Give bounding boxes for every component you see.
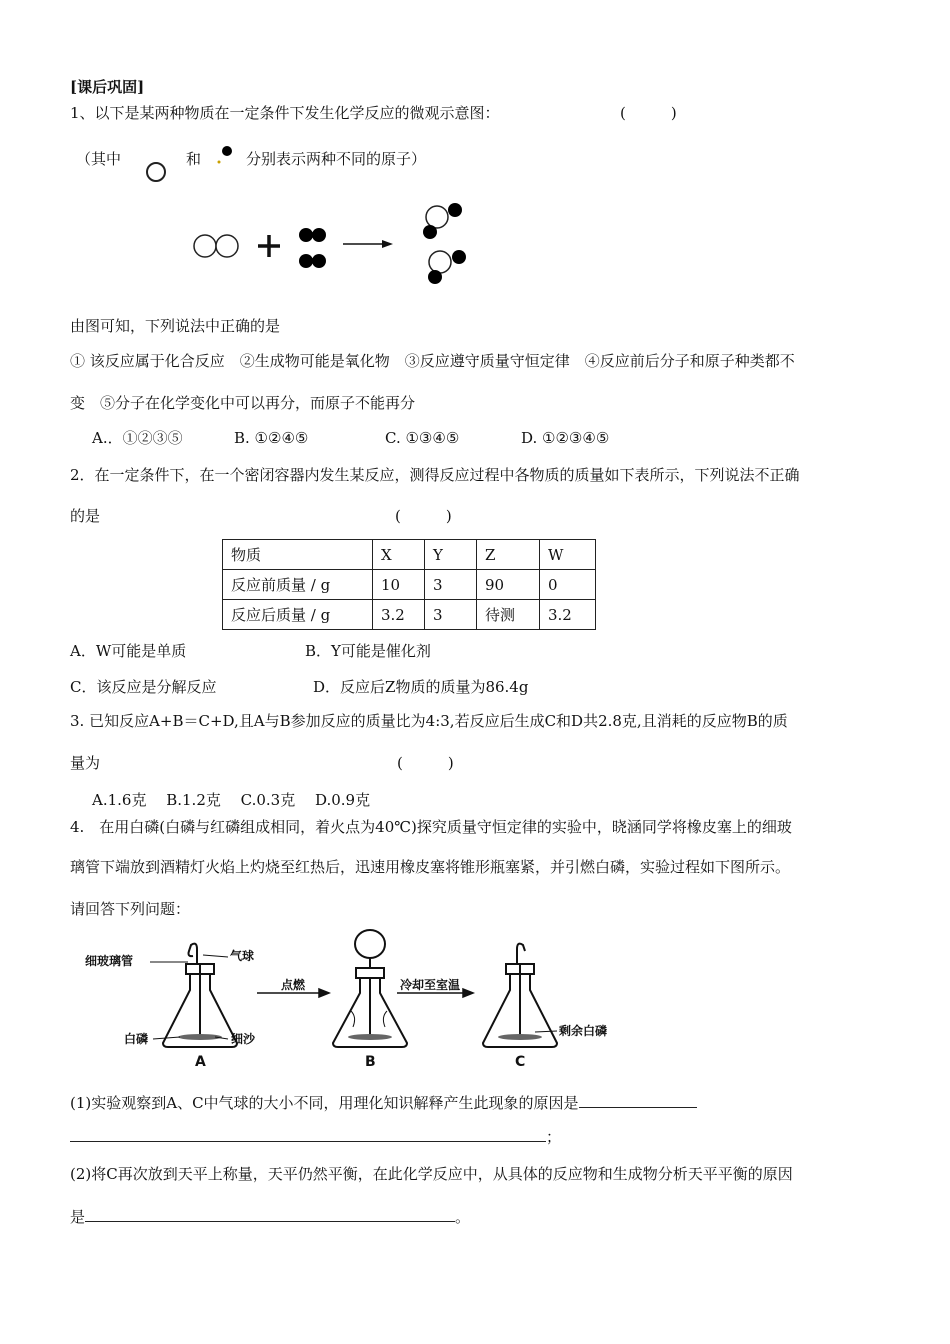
q2-stem-line2: 的是 — [70, 507, 101, 525]
q4-sub1-text: (1)实验观察到A、C中气球的大小不同，用理化知识解释产生此现象的原因是 — [70, 1094, 579, 1112]
table-row — [223, 570, 596, 600]
q3-options: A.1.6克 B.1.2克 C.0.3克 D.0.9克 — [92, 791, 371, 809]
section-title: [课后巩固] — [70, 78, 145, 96]
q2-stem-line1: 2．在一定条件下，在一个密闭容器内发生某反应，测得反应过程中各物质的质量如下表所示，下列说法不正确 — [70, 466, 800, 484]
q1-option-b: B. ①②④⑤ — [234, 429, 309, 447]
table-cell: 10 — [373, 570, 425, 600]
reactant-white-molecule — [194, 235, 238, 257]
q1-statements-line1: ① 该反应属于化合反应 ②生成物可能是氧化物 ③反应遵守质量守恒定律 ④反应前后分子和原子种类都不 — [70, 352, 795, 370]
q1-option-d: D. ①②③④⑤ — [521, 429, 610, 447]
table-cell: 90 — [477, 570, 540, 600]
figure-label-a: A — [195, 1054, 206, 1070]
plus-sign — [258, 235, 280, 257]
table-cell: 3.2 — [540, 600, 596, 630]
q4-sub1 — [70, 1093, 697, 1113]
table-header-cell: X — [373, 540, 425, 570]
q1-option-a: A.．①②③⑤ — [92, 429, 183, 447]
mass-table — [222, 539, 596, 630]
figure-label-b: B — [365, 1054, 376, 1070]
q3-answer-paren: ( ) — [397, 754, 454, 772]
figure-label-ignite: 点燃 — [281, 978, 306, 992]
figure-label-balloon: 气球 — [230, 949, 255, 963]
q4-sub1-end: ； — [546, 1128, 562, 1146]
q2-answer-paren: ( ) — [395, 507, 452, 525]
table-header-cell: W — [540, 540, 596, 570]
q3-stem-line1: 3. 已知反应A+B＝C+D,且A与B参加反应的质量比为4:3,若反应后生成C和D共2.8克,且消耗的反应物B的质 — [70, 712, 788, 730]
q2-option-c: C．该反应是分解反应 — [70, 678, 217, 696]
q4-stem-line3: 请回答下列问题： — [70, 900, 191, 918]
q4-sub2-end: 。 — [455, 1208, 471, 1226]
reaction-diagram — [185, 195, 485, 295]
reaction-arrow — [343, 240, 393, 248]
q1-stem: 1、以下是某两种物质在一定条件下发生化学反应的微观示意图： — [70, 104, 500, 122]
figure-label-tube: 细玻璃管 — [85, 954, 134, 968]
q1-legend-suffix: 分别表示两种不同的原子） — [246, 150, 427, 168]
figure-label-remaining: 剩余白磷 — [559, 1024, 608, 1038]
product-molecule-1 — [423, 203, 462, 239]
white-atom-icon — [142, 158, 170, 186]
table-cell: 待测 — [477, 600, 540, 630]
table-cell: 3.2 — [373, 600, 425, 630]
q2-option-d: D．反应后Z物质的质量为86.4g — [313, 678, 529, 696]
answer-blank[interactable] — [579, 1093, 697, 1108]
q4-stem-line2: 璃管下端放到酒精灯火焰上灼烧至红热后，迅速用橡皮塞将锥形瓶塞紧，并引燃白磷，实验过程如下图所示。 — [70, 858, 791, 876]
q1-caption: 由图可知，下列说法中正确的是 — [70, 317, 281, 335]
answer-blank[interactable] — [70, 1127, 546, 1142]
q4-sub2: (2)将C再次放到天平上称量，天平仍然平衡，在此化学反应中，从具体的反应物和生成物分析天平平衡的原因 — [70, 1165, 793, 1183]
q3-stem-line2: 量为 — [70, 754, 101, 772]
experiment-figure — [85, 927, 645, 1077]
q2-option-b: B．Y可能是催化剂 — [305, 642, 431, 660]
table-cell: 0 — [540, 570, 596, 600]
q4-stem-line1: 4. 在用白磷(白磷与红磷组成相同，着火点为40℃)探究质量守恒定律的实验中，晓涵同学将橡皮塞上的细玻 — [70, 818, 792, 836]
table-header-cell: Z — [477, 540, 540, 570]
figure-label-white-phosphorus: 白磷 — [124, 1032, 149, 1046]
reactant-black-molecules — [299, 228, 326, 268]
table-header-cell: 物质 — [223, 540, 373, 570]
product-molecule-2 — [428, 250, 466, 284]
q1-legend-and: 和 — [186, 150, 202, 168]
table-cell: 反应后质量 / g — [223, 600, 373, 630]
table-header-row — [223, 540, 596, 570]
table-cell: 3 — [425, 600, 477, 630]
flask-a — [163, 944, 237, 1047]
figure-label-sand: 细沙 — [231, 1032, 256, 1046]
q1-statements-line2: 变 ⑤分子在化学变化中可以再分，而原子不能再分 — [70, 394, 416, 412]
q4-sub2-prefix: 是 — [70, 1208, 86, 1226]
answer-blank[interactable] — [85, 1207, 455, 1222]
figure-label-c: C — [515, 1054, 526, 1070]
q1-legend-prefix: （其中 — [76, 150, 122, 168]
table-cell: 反应前质量 / g — [223, 570, 373, 600]
q4-sub1-line2 — [70, 1127, 561, 1147]
figure-label-cool: 冷却至室温 — [400, 978, 461, 992]
flask-b — [333, 930, 407, 1047]
table-header-cell: Y — [425, 540, 477, 570]
q1-option-c: C. ①③④⑤ — [385, 429, 460, 447]
black-atom-icon — [215, 142, 237, 168]
table-row — [223, 600, 596, 630]
q2-option-a: A．W可能是单质 — [70, 642, 187, 660]
q4-sub2-line2 — [70, 1207, 470, 1227]
q1-answer-paren: ( ) — [620, 104, 677, 122]
table-cell: 3 — [425, 570, 477, 600]
